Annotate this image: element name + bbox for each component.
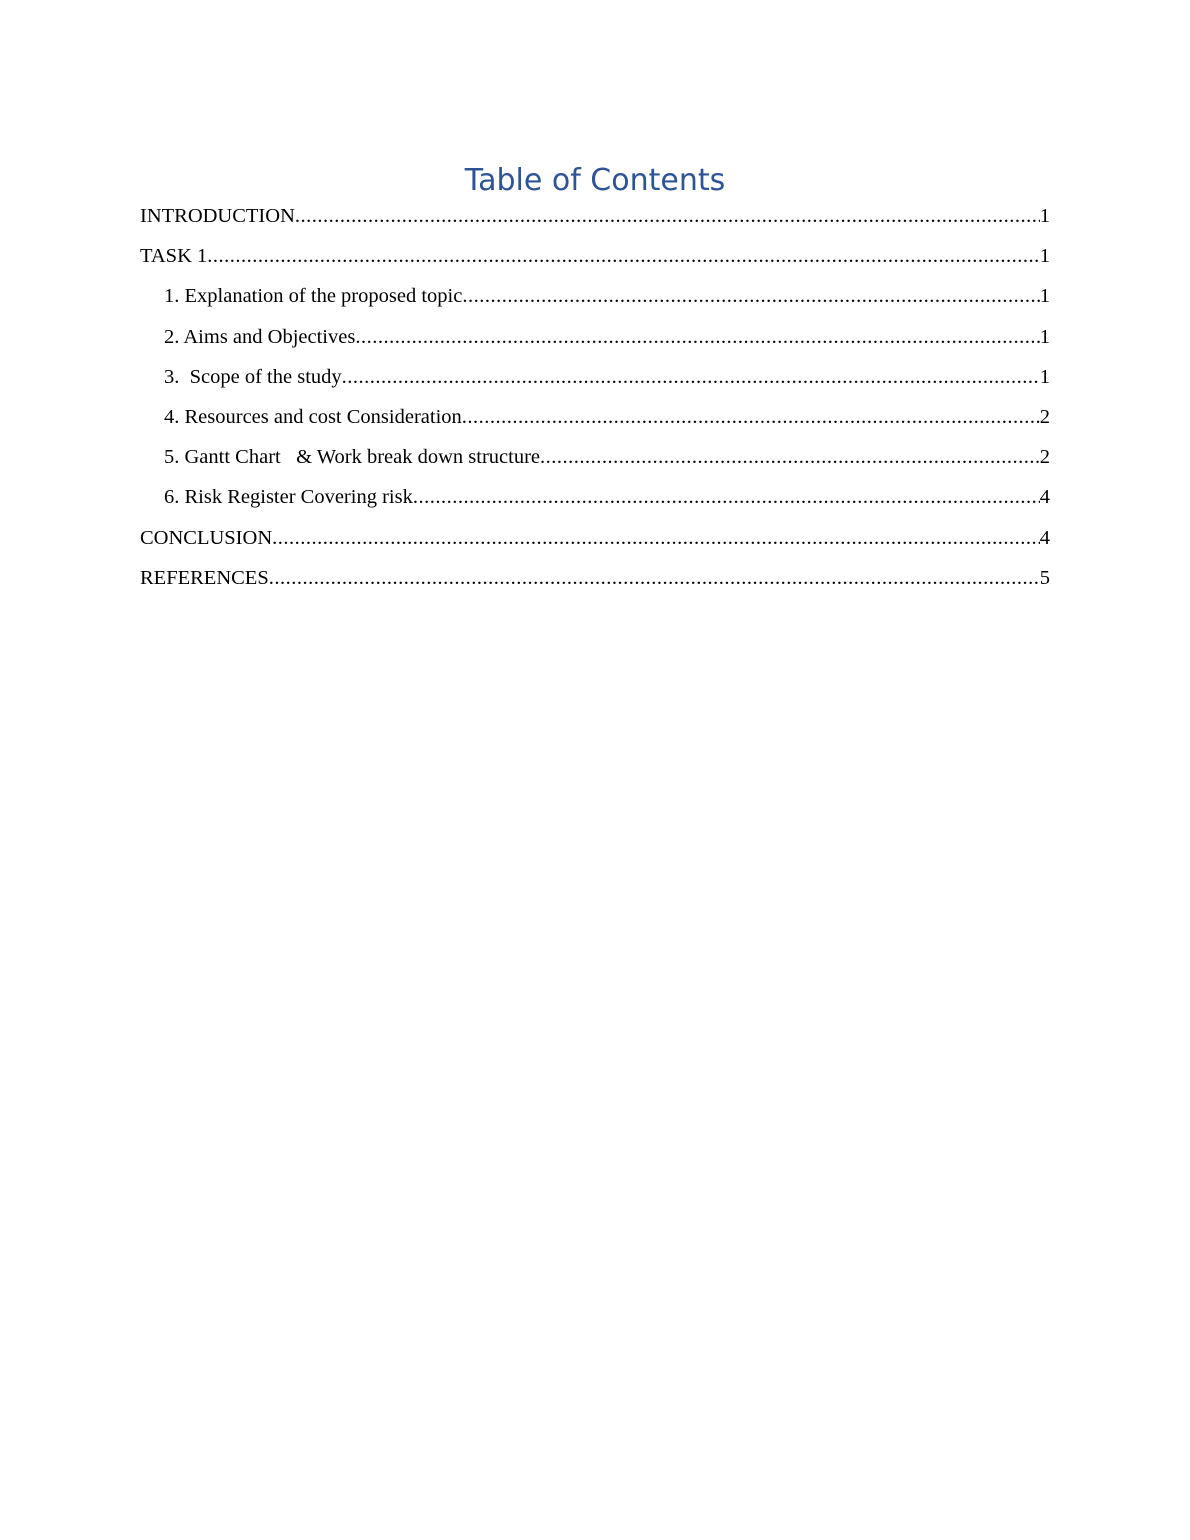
toc-dot-leader: [269, 558, 1040, 598]
toc-page-number: 1: [1039, 205, 1050, 227]
toc-entry-label: 4. Resources and cost Consideration: [164, 405, 462, 428]
toc-page-number: 4: [1039, 486, 1050, 509]
toc-dot-leader: [207, 236, 1039, 276]
toc-entry-references[interactable]: [140, 558, 1050, 598]
toc-page-number: 1: [1039, 325, 1050, 348]
toc-entry-label: 1. Explanation of the proposed topic: [164, 285, 463, 308]
toc-entry-task-1[interactable]: [140, 236, 1050, 276]
toc-page-number: 5: [1039, 566, 1050, 589]
toc-entry-label: 5. Gantt Chart & Work break down structure: [164, 446, 540, 469]
toc-entry-explanation[interactable]: [140, 276, 1050, 316]
toc-entry-scope[interactable]: [140, 357, 1050, 397]
toc-entry-introduction[interactable]: [140, 196, 1050, 236]
toc-page-number: 4: [1039, 526, 1050, 549]
toc-dot-leader: [342, 357, 1040, 397]
toc-entry-label: CONCLUSION: [140, 526, 273, 549]
toc-dot-leader: [462, 397, 1040, 437]
toc-page-number: 1: [1039, 245, 1050, 268]
toc-entry-label: REFERENCES: [140, 566, 269, 589]
toc-entry-risk-register[interactable]: [140, 477, 1050, 517]
toc-dot-leader: [462, 276, 1039, 316]
toc-dot-leader: [540, 437, 1040, 477]
toc-dot-leader: [272, 518, 1040, 558]
toc-entry-resources-cost[interactable]: [140, 397, 1050, 437]
toc-dot-leader: [295, 196, 1040, 236]
toc-list: [140, 196, 1050, 598]
toc-entry-label: 2. Aims and Objectives: [164, 325, 356, 348]
toc-dot-leader: [355, 317, 1039, 357]
toc-page-number: 2: [1039, 405, 1050, 428]
toc-entry-label: INTRODUCTION: [140, 205, 295, 227]
toc-entry-gantt-wbs[interactable]: [140, 437, 1050, 477]
toc-entry-label: 6. Risk Register Covering risk: [164, 486, 413, 509]
toc-page-number: 1: [1039, 285, 1050, 308]
toc-entry-label: 3. Scope of the study: [164, 365, 342, 388]
toc-entry-aims-objectives[interactable]: [140, 317, 1050, 357]
toc-entry-label: TASK 1: [140, 245, 208, 268]
toc-title: Table of Contents: [464, 163, 726, 198]
toc-entry-conclusion[interactable]: [140, 518, 1050, 558]
toc-page-number: 1: [1039, 365, 1050, 388]
toc-dot-leader: [413, 477, 1040, 517]
toc-page-number: 2: [1039, 446, 1050, 469]
